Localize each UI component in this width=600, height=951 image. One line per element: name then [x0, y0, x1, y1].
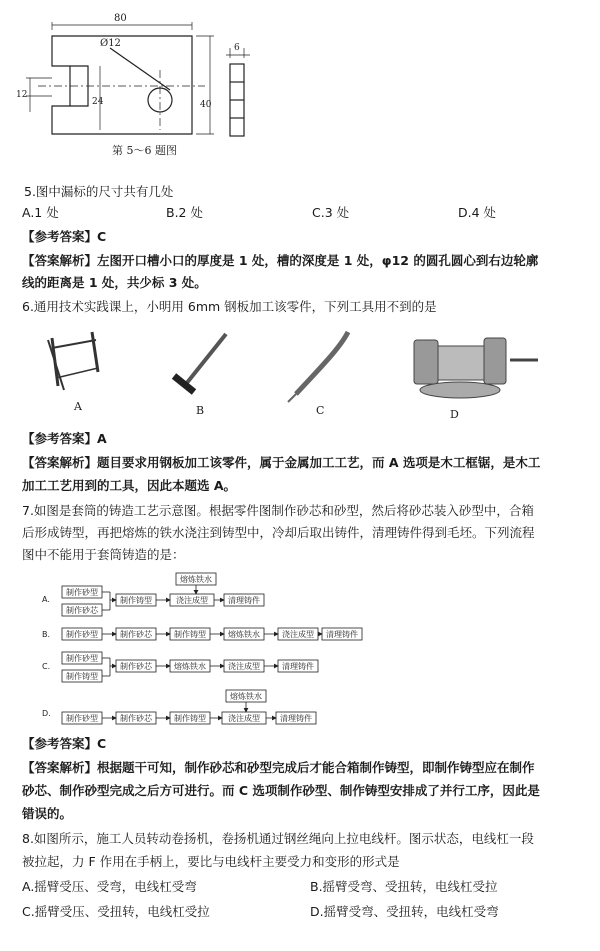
flow-d-label: D. — [42, 709, 51, 718]
dim-phi12: Ø12 — [100, 38, 121, 49]
q7-stem-line1: 7.如图是套筒的铸造工艺示意图。根据零件图制作砂芯和砂型，然后将砂芯装入砂型中，合箱 — [22, 503, 534, 518]
q8-stem-line1: 8.如图所示，施工人员转动卷扬机，卷扬机通过钢丝绳向上拉电线杆。图示状态，电线杠一段 — [22, 831, 534, 846]
q8-option-d: D.摇臂受弯、受扭转，电线杠受弯 — [310, 904, 499, 919]
flow-c-label: C. — [42, 662, 51, 671]
flow-c-pour: 浇注成型 — [228, 662, 260, 671]
flow-a-melt-iron: 熔炼铁水 — [180, 575, 212, 584]
tool-label-c: C — [316, 404, 325, 417]
dim-12: 12 — [16, 90, 28, 100]
frame-saw-icon — [48, 332, 98, 390]
q7-answer: 【参考答案】C — [22, 736, 107, 751]
q5-option-d: D.4 处 — [458, 205, 497, 220]
flow-a-sand-mold: 制作砂型 — [66, 588, 98, 597]
tool-label-d: D — [450, 408, 459, 421]
q5-option-c: C.3 处 — [312, 205, 350, 220]
flow-c-sand-core: 制作砂芯 — [120, 662, 152, 671]
q6-answer: 【参考答案】A — [22, 431, 107, 446]
flow-a-clean: 清理铸件 — [228, 596, 260, 605]
flow-b-melt-iron: 熔炼铁水 — [228, 630, 260, 639]
flow-d-casting-mold: 制作铸型 — [174, 714, 206, 723]
flow-b-sand-mold: 制作砂型 — [66, 630, 98, 639]
flow-a-casting-mold: 制作铸型 — [120, 596, 152, 605]
tool-label-b: B — [196, 404, 205, 417]
q5-option-a: A.1 处 — [22, 205, 59, 220]
q5-answer: 【参考答案】C — [22, 229, 107, 244]
flowcharts — [0, 566, 600, 732]
q5-stem: 5.图中漏标的尺寸共有几处 — [24, 184, 174, 199]
flow-a-sand-core: 制作砂芯 — [66, 606, 98, 615]
q8-option-c: C.摇臂受压、受扭转，电线杠受拉 — [22, 904, 210, 919]
flow-d-melt-iron: 熔炼铁水 — [230, 692, 262, 701]
flow-b-casting-mold: 制作铸型 — [174, 630, 206, 639]
dim-80: 80 — [114, 13, 127, 24]
dim-40: 40 — [200, 100, 212, 110]
dim-24: 24 — [92, 97, 104, 107]
hammer-icon — [174, 334, 226, 392]
drawing-caption: 第 5～6 题图 — [112, 144, 177, 157]
flow-a-label: A. — [42, 595, 50, 604]
flow-c-sand-mold: 制作砂型 — [66, 654, 98, 663]
flow-b-clean: 清理铸件 — [326, 630, 358, 639]
q7-analysis-line3: 错误的。 — [22, 806, 73, 821]
q5-analysis-line1: 【答案解析】左图开口槽小口的厚度是 1 处，槽的深度是 1 处，φ12 的圆孔圆心到右边轮廓 — [22, 253, 539, 268]
q7-analysis-line2: 砂芯、制作砂型完成之后方可进行。而 C 选项制作砂型、制作铸型安排成了并行工序，因此是 — [22, 783, 540, 798]
part-drawing — [0, 0, 600, 165]
flow-c-melt-iron: 熔炼铁水 — [174, 662, 206, 671]
q7-stem-line3: 图中不能用于套筒铸造的是： — [22, 547, 185, 562]
file-icon — [288, 332, 348, 402]
q5-option-b: B.2 处 — [166, 205, 203, 220]
flow-b-sand-core: 制作砂芯 — [120, 630, 152, 639]
flow-c-casting-mold: 制作铸型 — [66, 672, 98, 681]
q8-option-a: A.摇臂受压、受弯，电线杠受弯 — [22, 879, 197, 894]
q7-stem-line2: 后形成铸型，再把熔炼的铁水浇注到铸型中，冷却后取出铸件，清理铸件得到毛坯。下列流程 — [22, 525, 535, 540]
tool-images — [0, 318, 600, 426]
tool-label-a: A — [74, 400, 82, 413]
q5-analysis-line2: 线的距离是 1 处，共少标 3 处。 — [22, 275, 207, 290]
flow-d-sand-core: 制作砂芯 — [120, 714, 152, 723]
q8-stem-line2: 被拉起，力 F 作用在手柄上，要比与电线杆主要受力和变形的形式是 — [22, 854, 400, 869]
flow-b-label: B. — [42, 630, 51, 639]
flow-a-pour: 浇注成型 — [176, 596, 208, 605]
q7-analysis-line1: 【答案解析】根据题干可知，制作砂芯和砂型完成后才能合箱制作铸型，即制作铸型应在制作 — [22, 760, 535, 775]
flow-c-clean: 清理铸件 — [282, 662, 314, 671]
dim-6: 6 — [234, 43, 240, 53]
flow-b-pour: 浇注成型 — [282, 630, 314, 639]
q6-analysis-line2: 加工工艺用到的工具，因此本题选 A。 — [22, 478, 237, 493]
flow-d-pour: 浇注成型 — [228, 714, 260, 723]
bench-vice-icon — [414, 338, 538, 398]
q6-stem: 6.通用技术实践课上，小明用 6mm 钢板加工该零件，下列工具用不到的是 — [22, 299, 437, 314]
flow-d-clean: 清理铸件 — [280, 714, 312, 723]
q6-analysis-line1: 【答案解析】题目要求用钢板加工该零件，属于金属加工工艺，而 A 选项是木工框锯，是木工 — [22, 455, 541, 470]
q8-option-b: B.摇臂受弯、受扭转，电线杠受拉 — [310, 879, 498, 894]
flow-d-sand-mold: 制作砂型 — [66, 714, 98, 723]
